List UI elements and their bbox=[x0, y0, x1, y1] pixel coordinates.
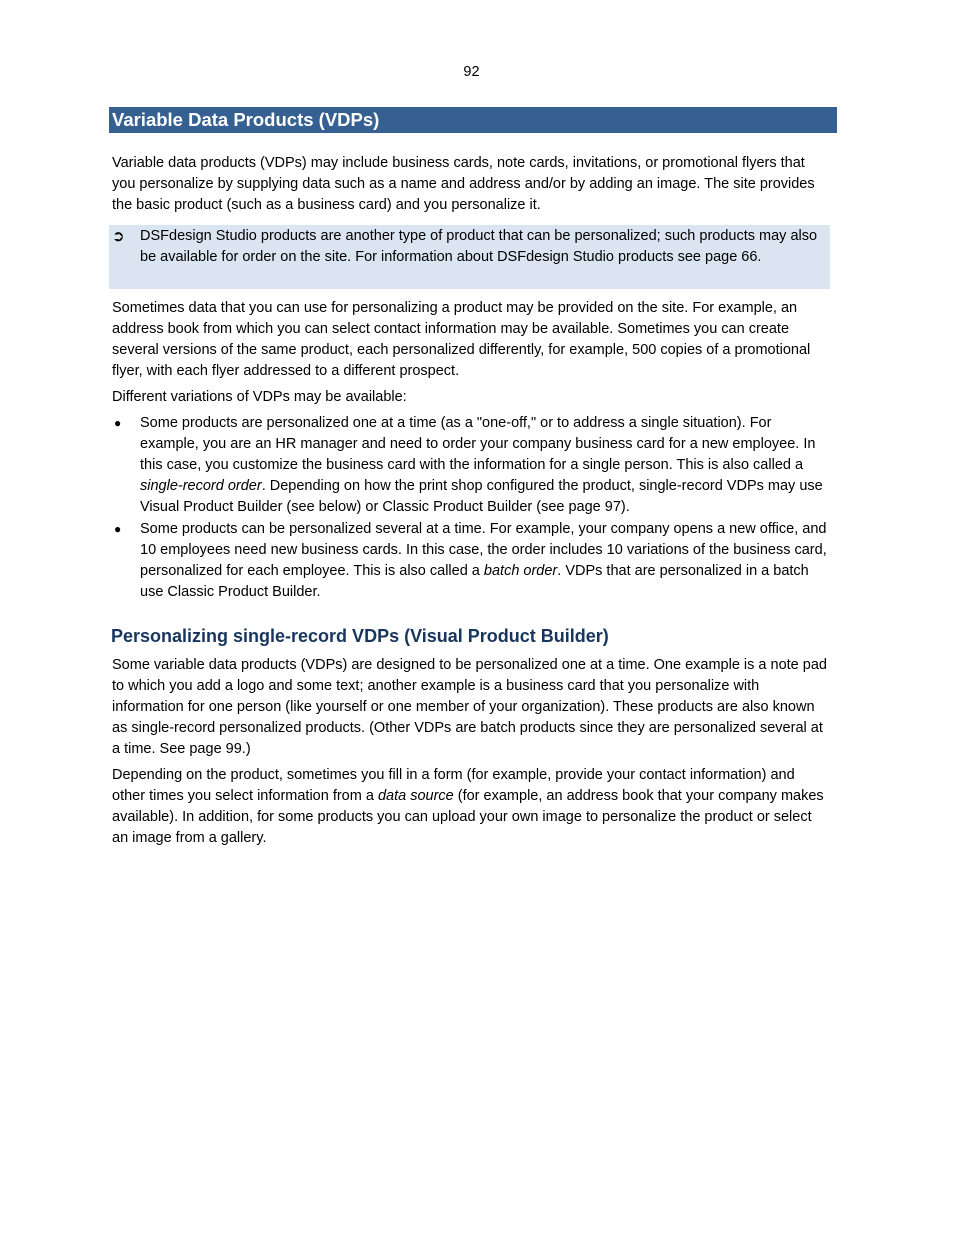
list-item-emphasis: single-record order bbox=[140, 478, 262, 494]
list-item-text: . VDPs that are personalized in a batch use Classic Product Builder. bbox=[140, 563, 809, 600]
list-item-emphasis: batch order bbox=[483, 563, 558, 579]
paragraph-site-data: Sometimes data that you can use for personalizing a product may be provided on the site. For example, an address book from which you can select contact information may be available. Sometimes you can create several versions of the same product, each personalized differently, for example, 500 copies of a promotional flyer, with each flyer addressed to a different prospect. bbox=[112, 300, 811, 379]
list-item-text: Some products are personalized one at a time (as a "one-off," or to address a single situation). For example, you are an HR manager and need to order your company business card for a new employee. In this case, you customize the business card with the information for a single person. This is also called a bbox=[140, 415, 816, 473]
note-box bbox=[109, 225, 830, 289]
paragraph-data-source bbox=[109, 765, 830, 849]
paragraph-text: Depending on the product, sometimes you fill in a form (for example, provide your contact information) and other times you select information from a bbox=[112, 767, 795, 804]
arrow-icon: ➲ bbox=[112, 228, 125, 245]
list-item-text: Some products can be personalized several at a time. For example, your company opens a new office, and 10 employees need new business cards. In this case, the order includes 10 variations of the business card, personalized for each employee. This is also called a bbox=[140, 521, 827, 579]
bullet-icon: ● bbox=[114, 416, 122, 430]
subsection-heading: Personalizing single-record VDPs (Visual Product Builder) bbox=[111, 626, 609, 646]
paragraph-text: (for example, an address book that your company makes available). In addition, for some products you can upload your own image to personalize the product or select an image from a gallery. bbox=[112, 788, 824, 846]
note-text: DSFdesign Studio products are another type of product that can be personalized; such products may also be available for order on the site. For information about DSFdesign Studio products see page 66. bbox=[140, 228, 818, 265]
list-item bbox=[109, 519, 830, 603]
paragraph-variations: Different variations of VDPs may be available: bbox=[112, 389, 407, 405]
paragraph-emphasis: data source bbox=[377, 788, 454, 804]
intro-paragraph: Variable data products (VDPs) may include business cards, note cards, invitations, or promotional flyers that you personalize by supplying data such as a name and address and/or by adding an image. The site provides the basic product (such as a business card) and you personalize it. bbox=[112, 155, 815, 213]
section-heading: Variable Data Products (VDPs) bbox=[109, 107, 837, 133]
list-item bbox=[109, 413, 830, 518]
paragraph-single-record: Some variable data products (VDPs) are designed to be personalized one at a time. One example is a note pad to which you add a logo and some text; another example is a business card that you personalize with information for one person (like yourself or one member of your organization). These products are also known as single-record personalized products. (Other VDPs are batch products since they are personalized several at a time. See page 99.) bbox=[112, 657, 827, 757]
bullet-icon: ● bbox=[114, 522, 122, 536]
list-item-text: . Depending on how the print shop configured the product, single-record VDPs may use Visual Product Builder (see below) or Classic Product Builder (see page 97). bbox=[140, 478, 823, 515]
page-content bbox=[109, 107, 837, 849]
page-number: 92 bbox=[463, 64, 480, 80]
variations-list bbox=[109, 413, 837, 603]
